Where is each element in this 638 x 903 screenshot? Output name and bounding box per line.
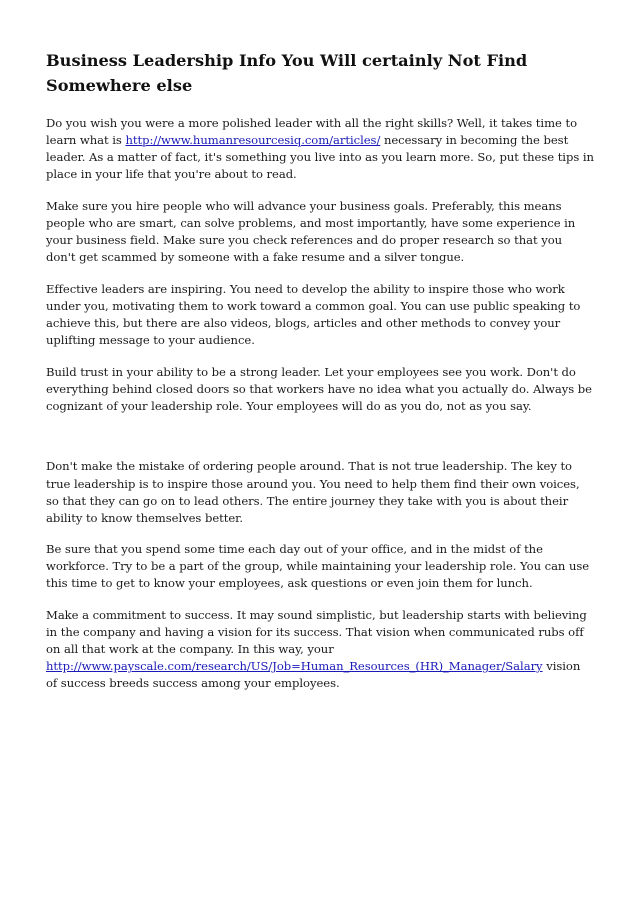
document-page [46, 48, 594, 707]
blank-spacer [46, 429, 594, 458]
paragraph-hiring: Make sure you hire people who will advance your business goals. Preferably, this means people who are smart, can solve problems, and most importantly, have some experience in your business field. Make sure you check references and do proper research so that you don't get scammed by someone with a fake resume and a silver tongue. [46, 198, 576, 265]
paragraph-text: Do you wish you were a more polished leader with all the right skills? Well, it takes time to learn what is [46, 116, 578, 148]
page-title: Business Leadership Info You Will certainly Not Find Somewhere else [46, 51, 528, 95]
paragraph-workforce: Be sure that you spend some time each day out of your office, and in the midst of the workforce. Try to be a part of the group, while maintaining your leadership role. You can use this time to get to know your employees, ask questions or even join them for lunch. [46, 542, 590, 591]
paragraph-ordering: Don't make the mistake of ordering people around. That is not true leadership. The key to true leadership is to inspire those around you. You need to help them find their own voices, so that they can go on to lead others. The entire journey they take with you is about their ability to know themselves better. [46, 459, 580, 525]
paragraph-text: vision of success breeds success among your employees. [46, 659, 581, 691]
paragraph-commitment [46, 607, 594, 692]
paragraph-text: necessary in becoming the best leader. As a matter of fact, it's something you live into as you learn more. So, put these tips in place in your life that you're about to read. [46, 133, 594, 182]
paragraph-inspiring: Effective leaders are inspiring. You need to develop the ability to inspire those who work under you, motivating them to work toward a common goal. You can use public speaking to achieve this, but there are also videos, blogs, articles and other methods to convey your uplifting message to your audience. [46, 281, 581, 348]
paragraph-intro [46, 115, 594, 183]
paragraph-text: Make a commitment to success. It may sound simplistic, but leadership starts with believing in the company and having a vision for its success. That vision when communicated rubs off on all that work at the company. In this way, your [46, 608, 587, 657]
paragraph-trust: Build trust in your ability to be a strong leader. Let your employees see you work. Don't do everything behind closed doors so that workers have no idea what you actually do. Always be cognizant of your leadership role. Your employees will do as you do, not as you say. [46, 364, 592, 413]
link-humanresourcesiq[interactable]: http://www.humanresourcesiq.com/articles/ [125, 133, 381, 148]
link-payscale[interactable]: http://www.payscale.com/research/US/Job=Human_Resources_(HR)_Manager/Salary [46, 659, 543, 674]
